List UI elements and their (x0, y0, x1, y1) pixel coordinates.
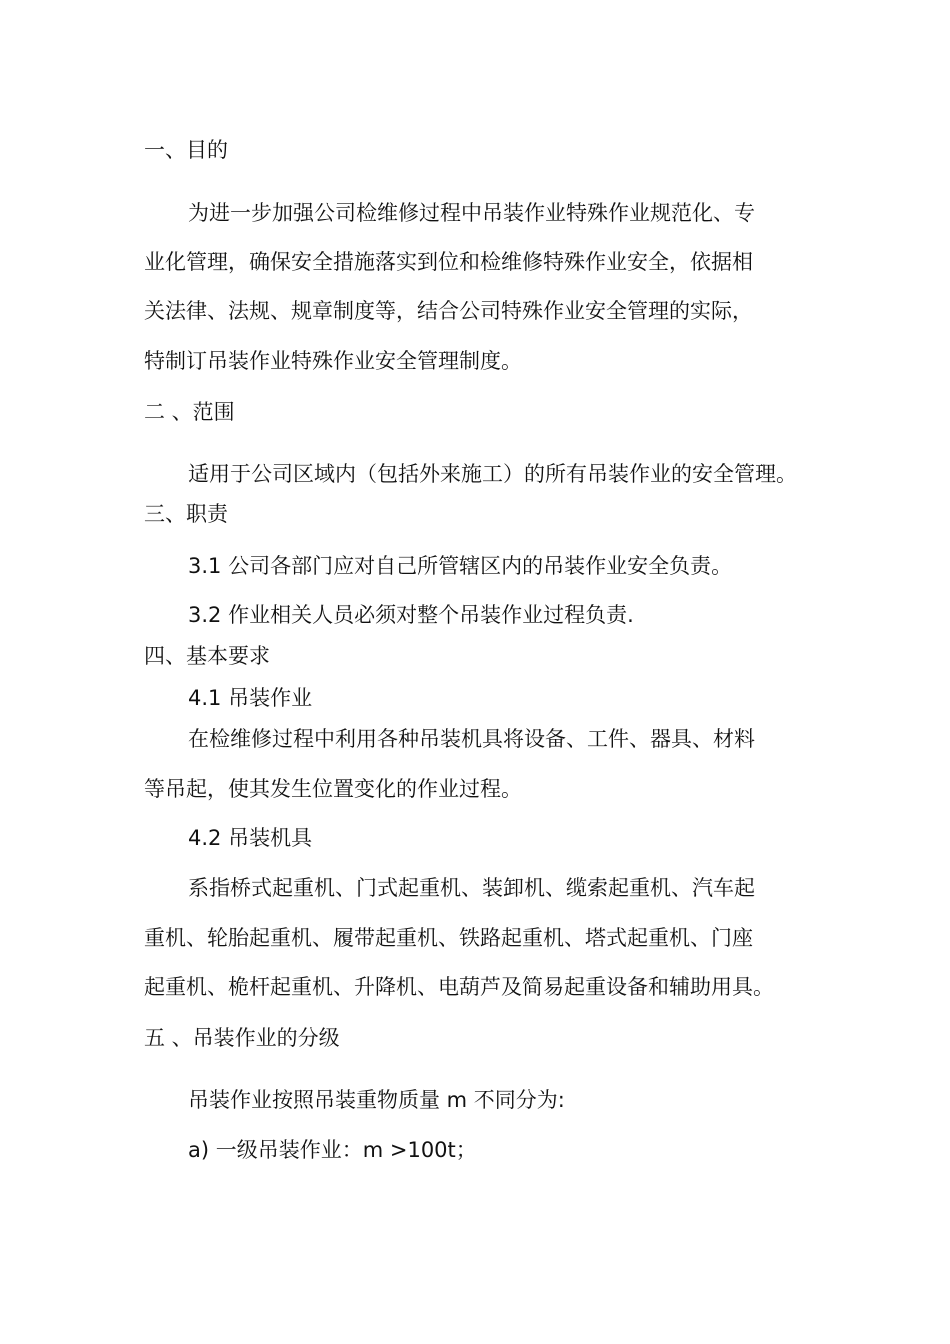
paragraph-line: 3.2 作业相关人员必须对整个吊装作业过程负责. (188, 603, 634, 627)
paragraph-line: 吊装作业按照吊装重物质量 m 不同分为: (188, 1088, 565, 1112)
paragraph-line: 重机、轮胎起重机、履带起重机、铁路起重机、塔式起重机、门座 (144, 926, 753, 950)
paragraph-line: 3.1 公司各部门应对自己所管辖区内的吊装作业安全负责。 (188, 554, 733, 578)
section-heading-scope: 二 、范围 (144, 400, 235, 424)
section-heading-classification: 五 、吊装作业的分级 (144, 1026, 340, 1050)
paragraph-line: 为进一步加强公司检维修过程中吊装作业特殊作业规范化、专 (188, 201, 755, 225)
paragraph-line: a) 一级吊装作业：m >100t； (188, 1138, 477, 1162)
paragraph-line: 特制订吊装作业特殊作业安全管理制度。 (144, 349, 522, 373)
subsection-heading: 4.2 吊装机具 (188, 826, 313, 850)
paragraph-line: 在检维修过程中利用各种吊装机具将设备、工件、器具、材料 (188, 727, 755, 751)
paragraph-line: 系指桥式起重机、门式起重机、装卸机、缆索起重机、汽车起 (188, 876, 755, 900)
subsection-heading: 4.1 吊装作业 (188, 686, 313, 710)
paragraph-line: 关法律、法规、规章制度等，结合公司特殊作业安全管理的实际， (144, 299, 753, 323)
section-heading-responsibility: 三、职责 (144, 502, 228, 526)
paragraph-line: 等吊起，使其发生位置变化的作业过程。 (144, 777, 522, 801)
section-heading-purpose: 一、目的 (144, 138, 228, 162)
paragraph-line: 起重机、桅杆起重机、升降机、电葫芦及简易起重设备和辅助用具。 (144, 975, 774, 999)
section-heading-requirements: 四、基本要求 (144, 644, 270, 668)
paragraph-line: 业化管理，确保安全措施落实到位和检维修特殊作业安全，依据相 (144, 250, 753, 274)
paragraph-line: 适用于公司区域内（包括外来施工）的所有吊装作业的安全管理。 (188, 462, 797, 486)
